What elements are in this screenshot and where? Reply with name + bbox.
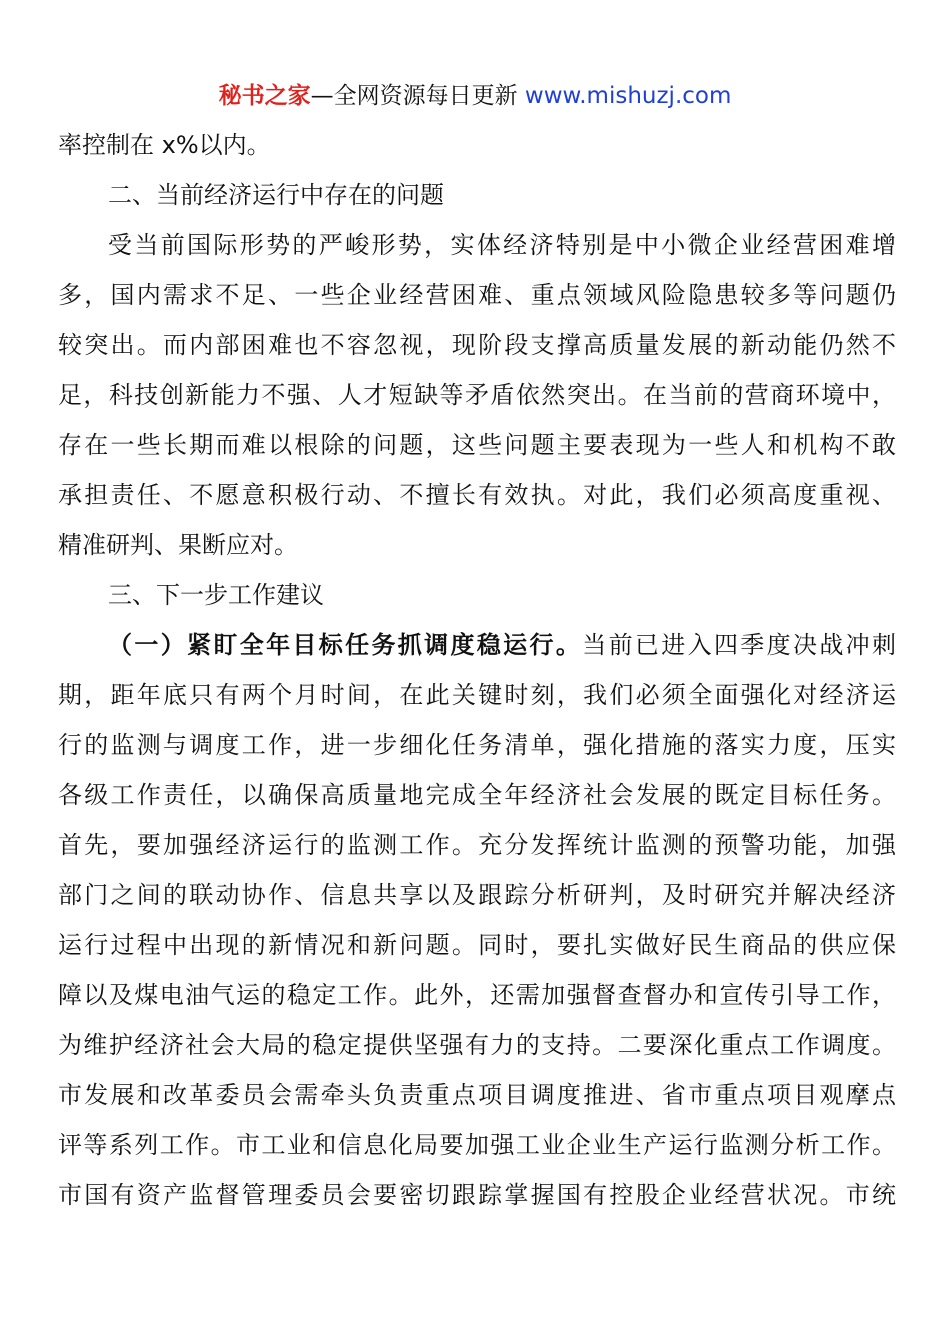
document-body: [58, 120, 896, 1220]
subsection-text: 当前已进入四季度决战冲刺: [582, 631, 897, 659]
site-header: [0, 80, 950, 112]
paragraph-line: 市国有资产监督管理委员会要密切跟踪掌握国有控股企业经营状况。市统: [58, 1181, 896, 1209]
header-url-link[interactable]: www.mishuzj.com: [524, 83, 732, 109]
paragraph-line: 各级工作责任，以确保高质量地完成全年经济社会发展的既定目标任务。: [58, 781, 896, 809]
paragraph-line: 市发展和改革委员会需牵头负责重点项目调度推进、省市重点项目观摩点: [58, 1081, 896, 1109]
paragraph-line: 运行过程中出现的新情况和新问题。同时，要扎实做好民生商品的供应保: [58, 931, 896, 959]
paragraph-line: 精准研判、果断应对。: [58, 531, 298, 559]
paragraph-line: 障以及煤电油气运的稳定工作。此外，还需加强督查督办和宣传引导工作，: [58, 981, 896, 1009]
header-brand: 秘书之家: [218, 83, 311, 109]
paragraph-line: 足，科技创新能力不强、人才短缺等矛盾依然突出。在当前的营商环境中，: [58, 381, 896, 409]
paragraph-line: 为维护经济社会大局的稳定提供坚强有力的支持。二要深化重点工作调度。: [58, 1031, 896, 1059]
paragraph-line: 期，距年底只有两个月时间，在此关键时刻，我们必须全面强化对经济运: [58, 681, 896, 709]
paragraph-line: 行的监测与调度工作，进一步细化任务清单，强化措施的落实力度，压实: [58, 731, 896, 759]
paragraph-line: 受当前国际形势的严峻形势，实体经济特别是中小微企业经营困难增: [108, 231, 896, 259]
paragraph-line: 较突出。而内部困难也不容忽视，现阶段支撑高质量发展的新动能仍然不: [58, 331, 896, 359]
header-slogan: —全网资源每日更新: [310, 83, 525, 109]
paragraph-line: 存在一些长期而难以根除的问题，这些问题主要表现为一些人和机构不敢: [58, 431, 896, 459]
paragraph-line: 承担责任、不愿意积极行动、不擅长有效执。对此，我们必须高度重视、: [58, 481, 896, 509]
section-heading: 二、当前经济运行中存在的问题: [108, 181, 444, 209]
paragraph-line: 评等系列工作。市工业和信息化局要加强工业企业生产运行监测分析工作。: [58, 1131, 896, 1159]
section-heading: 三、下一步工作建议: [108, 581, 324, 609]
subsection-heading: （一）紧盯全年目标任务抓调度稳运行。: [108, 631, 583, 659]
paragraph-line: 率控制在 x%以内。: [58, 131, 271, 159]
paragraph-line: 多，国内需求不足、一些企业经营困难、重点领域风险隐患较多等问题仍: [58, 281, 896, 309]
subsection-line: [58, 620, 896, 670]
paragraph-line: 部门之间的联动协作、信息共享以及跟踪分析研判，及时研究并解决经济: [58, 881, 896, 909]
paragraph-line: 首先，要加强经济运行的监测工作。充分发挥统计监测的预警功能，加强: [58, 831, 896, 859]
